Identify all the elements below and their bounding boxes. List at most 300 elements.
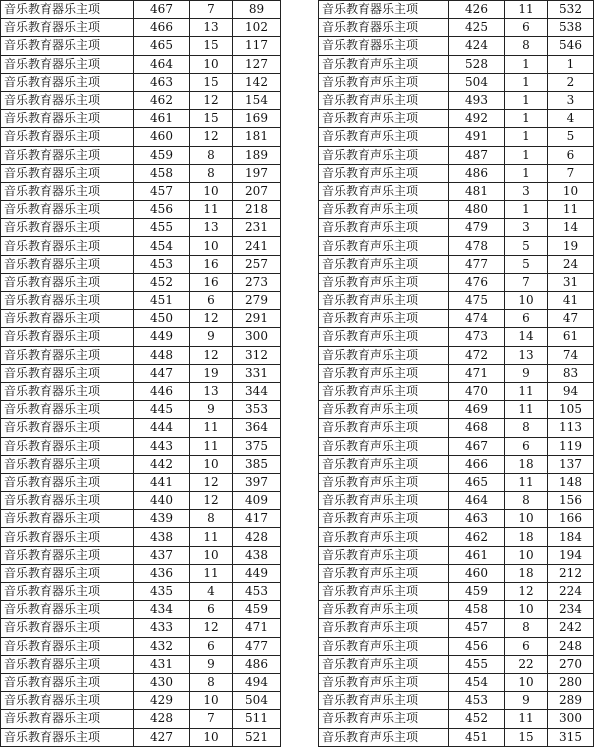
cumulative-cell: 273 — [233, 273, 281, 291]
table-row — [319, 437, 594, 455]
table-row — [1, 637, 281, 655]
cumulative-cell: 6 — [548, 146, 594, 164]
cumulative-cell: 113 — [548, 419, 594, 437]
score-cell: 459 — [449, 583, 505, 601]
table-row — [319, 328, 594, 346]
table-row — [319, 364, 594, 382]
table-row — [319, 382, 594, 400]
score-cell: 528 — [449, 55, 505, 73]
count-cell: 12 — [190, 473, 233, 491]
count-cell: 4 — [190, 583, 233, 601]
cumulative-cell: 375 — [233, 437, 281, 455]
table-row — [319, 546, 594, 564]
cumulative-cell: 154 — [233, 91, 281, 109]
score-cell: 426 — [449, 1, 505, 19]
count-cell: 12 — [190, 91, 233, 109]
count-cell: 1 — [505, 128, 548, 146]
cumulative-cell: 19 — [548, 237, 594, 255]
cumulative-cell: 10 — [548, 182, 594, 200]
table-row — [1, 510, 281, 528]
count-cell: 13 — [505, 346, 548, 364]
count-cell: 6 — [505, 310, 548, 328]
cumulative-cell: 224 — [548, 583, 594, 601]
table-row — [1, 146, 281, 164]
table-row — [1, 273, 281, 291]
cumulative-cell: 486 — [233, 655, 281, 673]
score-cell: 472 — [449, 346, 505, 364]
major-cell: 音乐教育声乐主项 — [319, 182, 449, 200]
cumulative-cell: 300 — [548, 710, 594, 728]
cumulative-cell: 280 — [548, 673, 594, 691]
count-cell: 12 — [190, 310, 233, 328]
major-cell: 音乐教育声乐主项 — [319, 110, 449, 128]
table-row — [319, 619, 594, 637]
count-cell: 1 — [505, 164, 548, 182]
major-cell: 音乐教育器乐主项 — [1, 673, 134, 691]
major-cell: 音乐教育器乐主项 — [1, 110, 134, 128]
cumulative-cell: 438 — [233, 546, 281, 564]
major-cell: 音乐教育声乐主项 — [319, 510, 449, 528]
count-cell: 18 — [505, 455, 548, 473]
table-row — [1, 419, 281, 437]
table-row — [1, 219, 281, 237]
table-row — [1, 728, 281, 746]
table-row — [319, 710, 594, 728]
table-row — [1, 382, 281, 400]
cumulative-cell: 291 — [233, 310, 281, 328]
major-cell: 音乐教育声乐主项 — [319, 273, 449, 291]
count-cell: 10 — [505, 510, 548, 528]
cumulative-cell: 248 — [548, 637, 594, 655]
cumulative-cell: 397 — [233, 473, 281, 491]
count-cell: 11 — [505, 382, 548, 400]
count-cell: 10 — [190, 728, 233, 746]
count-cell: 11 — [190, 528, 233, 546]
major-cell: 音乐教育器乐主项 — [1, 564, 134, 582]
cumulative-cell: 242 — [548, 619, 594, 637]
score-cell: 462 — [449, 528, 505, 546]
count-cell: 9 — [505, 364, 548, 382]
count-cell: 5 — [505, 255, 548, 273]
major-cell: 音乐教育声乐主项 — [319, 55, 449, 73]
table-row — [1, 528, 281, 546]
score-cell: 424 — [449, 37, 505, 55]
major-cell: 音乐教育器乐主项 — [1, 292, 134, 310]
table-row — [319, 219, 594, 237]
cumulative-cell: 31 — [548, 273, 594, 291]
major-cell: 音乐教育声乐主项 — [319, 710, 449, 728]
score-cell: 445 — [134, 401, 190, 419]
table-row — [1, 710, 281, 728]
table-row — [319, 310, 594, 328]
score-cell: 469 — [449, 401, 505, 419]
score-table-left-body — [1, 1, 281, 747]
score-cell: 465 — [134, 37, 190, 55]
table-row — [1, 346, 281, 364]
cumulative-cell: 189 — [233, 146, 281, 164]
count-cell: 1 — [505, 91, 548, 109]
table-row — [319, 73, 594, 91]
count-cell: 11 — [190, 201, 233, 219]
cumulative-cell: 156 — [548, 492, 594, 510]
score-cell: 478 — [449, 237, 505, 255]
table-row — [319, 55, 594, 73]
table-row — [319, 728, 594, 746]
cumulative-cell: 385 — [233, 455, 281, 473]
table-row — [319, 128, 594, 146]
score-cell: 454 — [134, 237, 190, 255]
cumulative-cell: 148 — [548, 473, 594, 491]
count-cell: 7 — [190, 710, 233, 728]
table-row — [319, 1, 594, 19]
major-cell: 音乐教育声乐主项 — [319, 364, 449, 382]
score-cell: 479 — [449, 219, 505, 237]
score-cell: 442 — [134, 455, 190, 473]
cumulative-cell: 477 — [233, 637, 281, 655]
count-cell: 15 — [190, 73, 233, 91]
count-cell: 10 — [190, 546, 233, 564]
count-cell: 1 — [505, 110, 548, 128]
table-row — [319, 601, 594, 619]
major-cell: 音乐教育声乐主项 — [319, 219, 449, 237]
major-cell: 音乐教育声乐主项 — [319, 583, 449, 601]
table-row — [319, 401, 594, 419]
table-row — [1, 292, 281, 310]
major-cell: 音乐教育声乐主项 — [319, 564, 449, 582]
score-cell: 470 — [449, 382, 505, 400]
cumulative-cell: 4 — [548, 110, 594, 128]
score-cell: 453 — [134, 255, 190, 273]
count-cell: 10 — [190, 692, 233, 710]
table-row — [319, 19, 594, 37]
score-cell: 440 — [134, 492, 190, 510]
count-cell: 10 — [505, 601, 548, 619]
count-cell: 12 — [505, 583, 548, 601]
major-cell: 音乐教育器乐主项 — [1, 182, 134, 200]
table-row — [1, 19, 281, 37]
major-cell: 音乐教育器乐主项 — [1, 401, 134, 419]
count-cell: 9 — [505, 692, 548, 710]
major-cell: 音乐教育器乐主项 — [1, 328, 134, 346]
major-cell: 音乐教育声乐主项 — [319, 528, 449, 546]
count-cell: 11 — [190, 419, 233, 437]
score-cell: 431 — [134, 655, 190, 673]
major-cell: 音乐教育器乐主项 — [319, 19, 449, 37]
score-cell: 481 — [449, 182, 505, 200]
count-cell: 9 — [190, 655, 233, 673]
cumulative-cell: 417 — [233, 510, 281, 528]
major-cell: 音乐教育器乐主项 — [1, 128, 134, 146]
cumulative-cell: 241 — [233, 237, 281, 255]
major-cell: 音乐教育器乐主项 — [1, 455, 134, 473]
count-cell: 8 — [190, 164, 233, 182]
major-cell: 音乐教育器乐主项 — [1, 692, 134, 710]
table-row — [319, 146, 594, 164]
table-row — [319, 182, 594, 200]
major-cell: 音乐教育声乐主项 — [319, 128, 449, 146]
score-cell: 475 — [449, 292, 505, 310]
count-cell: 10 — [505, 546, 548, 564]
table-row — [319, 292, 594, 310]
score-cell: 449 — [134, 328, 190, 346]
table-row — [1, 601, 281, 619]
count-cell: 6 — [190, 292, 233, 310]
count-cell: 6 — [505, 637, 548, 655]
score-cell: 463 — [134, 73, 190, 91]
count-cell: 16 — [190, 255, 233, 273]
cumulative-cell: 3 — [548, 91, 594, 109]
score-cell: 461 — [449, 546, 505, 564]
cumulative-cell: 312 — [233, 346, 281, 364]
major-cell: 音乐教育器乐主项 — [1, 19, 134, 37]
table-row — [1, 583, 281, 601]
score-cell: 460 — [449, 564, 505, 582]
table-row — [319, 110, 594, 128]
table-row — [1, 473, 281, 491]
score-cell: 471 — [449, 364, 505, 382]
score-cell: 468 — [449, 419, 505, 437]
count-cell: 19 — [190, 364, 233, 382]
cumulative-cell: 428 — [233, 528, 281, 546]
major-cell: 音乐教育声乐主项 — [319, 91, 449, 109]
major-cell: 音乐教育声乐主项 — [319, 201, 449, 219]
count-cell: 13 — [190, 219, 233, 237]
major-cell: 音乐教育器乐主项 — [319, 37, 449, 55]
score-cell: 436 — [134, 564, 190, 582]
score-cell: 435 — [134, 583, 190, 601]
cumulative-cell: 166 — [548, 510, 594, 528]
major-cell: 音乐教育器乐主项 — [1, 637, 134, 655]
count-cell: 6 — [505, 19, 548, 37]
cumulative-cell: 300 — [233, 328, 281, 346]
major-cell: 音乐教育器乐主项 — [1, 583, 134, 601]
table-row — [1, 619, 281, 637]
cumulative-cell: 511 — [233, 710, 281, 728]
count-cell: 12 — [190, 492, 233, 510]
major-cell: 音乐教育声乐主项 — [319, 692, 449, 710]
cumulative-cell: 119 — [548, 437, 594, 455]
score-cell: 461 — [134, 110, 190, 128]
count-cell: 8 — [505, 492, 548, 510]
score-cell: 427 — [134, 728, 190, 746]
table-row — [1, 255, 281, 273]
count-cell: 10 — [190, 455, 233, 473]
cumulative-cell: 471 — [233, 619, 281, 637]
cumulative-cell: 94 — [548, 382, 594, 400]
cumulative-cell: 194 — [548, 546, 594, 564]
cumulative-cell: 546 — [548, 37, 594, 55]
cumulative-cell: 218 — [233, 201, 281, 219]
major-cell: 音乐教育器乐主项 — [1, 37, 134, 55]
major-cell: 音乐教育器乐主项 — [1, 310, 134, 328]
score-cell: 457 — [134, 182, 190, 200]
major-cell: 音乐教育器乐主项 — [1, 382, 134, 400]
score-cell: 491 — [449, 128, 505, 146]
score-table-left — [0, 0, 281, 747]
count-cell: 22 — [505, 655, 548, 673]
table-row — [319, 583, 594, 601]
table-row — [1, 546, 281, 564]
major-cell: 音乐教育器乐主项 — [1, 601, 134, 619]
table-row — [319, 655, 594, 673]
table-row — [1, 164, 281, 182]
table-row — [319, 346, 594, 364]
major-cell: 音乐教育器乐主项 — [1, 219, 134, 237]
cumulative-cell: 449 — [233, 564, 281, 582]
major-cell: 音乐教育器乐主项 — [1, 619, 134, 637]
major-cell: 音乐教育器乐主项 — [1, 528, 134, 546]
table-row — [1, 437, 281, 455]
major-cell: 音乐教育声乐主项 — [319, 382, 449, 400]
table-row — [1, 455, 281, 473]
table-row — [1, 1, 281, 19]
count-cell: 7 — [190, 1, 233, 19]
cumulative-cell: 453 — [233, 583, 281, 601]
major-cell: 音乐教育器乐主项 — [1, 1, 134, 19]
score-cell: 455 — [134, 219, 190, 237]
table-row — [319, 692, 594, 710]
score-cell: 434 — [134, 601, 190, 619]
count-cell: 7 — [505, 273, 548, 291]
major-cell: 音乐教育声乐主项 — [319, 455, 449, 473]
major-cell: 音乐教育声乐主项 — [319, 437, 449, 455]
table-row — [319, 455, 594, 473]
cumulative-cell: 181 — [233, 128, 281, 146]
score-cell: 458 — [449, 601, 505, 619]
count-cell: 15 — [190, 110, 233, 128]
score-cell: 452 — [134, 273, 190, 291]
cumulative-cell: 344 — [233, 382, 281, 400]
count-cell: 10 — [505, 292, 548, 310]
cumulative-cell: 494 — [233, 673, 281, 691]
score-cell: 459 — [134, 146, 190, 164]
major-cell: 音乐教育器乐主项 — [1, 473, 134, 491]
score-cell: 487 — [449, 146, 505, 164]
score-cell: 447 — [134, 364, 190, 382]
score-cell: 462 — [134, 91, 190, 109]
table-row — [319, 510, 594, 528]
score-cell: 486 — [449, 164, 505, 182]
cumulative-cell: 7 — [548, 164, 594, 182]
score-cell: 432 — [134, 637, 190, 655]
table-row — [1, 55, 281, 73]
score-cell: 473 — [449, 328, 505, 346]
major-cell: 音乐教育器乐主项 — [1, 164, 134, 182]
count-cell: 16 — [190, 273, 233, 291]
score-cell: 451 — [134, 292, 190, 310]
cumulative-cell: 14 — [548, 219, 594, 237]
count-cell: 11 — [190, 564, 233, 582]
cumulative-cell: 102 — [233, 19, 281, 37]
major-cell: 音乐教育器乐主项 — [1, 255, 134, 273]
table-row — [319, 164, 594, 182]
count-cell: 18 — [505, 564, 548, 582]
count-cell: 8 — [190, 510, 233, 528]
score-cell: 463 — [449, 510, 505, 528]
cumulative-cell: 364 — [233, 419, 281, 437]
major-cell: 音乐教育声乐主项 — [319, 255, 449, 273]
cumulative-cell: 207 — [233, 182, 281, 200]
score-cell: 492 — [449, 110, 505, 128]
score-cell: 448 — [134, 346, 190, 364]
count-cell: 1 — [505, 201, 548, 219]
cumulative-cell: 184 — [548, 528, 594, 546]
score-cell: 474 — [449, 310, 505, 328]
table-row — [319, 255, 594, 273]
cumulative-cell: 289 — [548, 692, 594, 710]
major-cell: 音乐教育声乐主项 — [319, 492, 449, 510]
cumulative-cell: 331 — [233, 364, 281, 382]
major-cell: 音乐教育声乐主项 — [319, 637, 449, 655]
major-cell: 音乐教育器乐主项 — [1, 73, 134, 91]
cumulative-cell: 11 — [548, 201, 594, 219]
count-cell: 8 — [505, 419, 548, 437]
major-cell: 音乐教育声乐主项 — [319, 673, 449, 691]
table-row — [1, 364, 281, 382]
count-cell: 1 — [505, 146, 548, 164]
count-cell: 10 — [190, 182, 233, 200]
cumulative-cell: 169 — [233, 110, 281, 128]
score-cell: 429 — [134, 692, 190, 710]
cumulative-cell: 197 — [233, 164, 281, 182]
count-cell: 1 — [505, 55, 548, 73]
table-row — [1, 201, 281, 219]
major-cell: 音乐教育器乐主项 — [1, 710, 134, 728]
major-cell: 音乐教育器乐主项 — [1, 728, 134, 746]
score-cell: 467 — [134, 1, 190, 19]
major-cell: 音乐教育器乐主项 — [1, 510, 134, 528]
cumulative-cell: 459 — [233, 601, 281, 619]
major-cell: 音乐教育声乐主项 — [319, 601, 449, 619]
count-cell: 9 — [190, 401, 233, 419]
count-cell: 3 — [505, 182, 548, 200]
major-cell: 音乐教育器乐主项 — [1, 437, 134, 455]
major-cell: 音乐教育声乐主项 — [319, 419, 449, 437]
count-cell: 6 — [505, 437, 548, 455]
major-cell: 音乐教育声乐主项 — [319, 655, 449, 673]
score-cell: 480 — [449, 201, 505, 219]
major-cell: 音乐教育器乐主项 — [1, 201, 134, 219]
cumulative-cell: 47 — [548, 310, 594, 328]
table-row — [1, 73, 281, 91]
cumulative-cell: 127 — [233, 55, 281, 73]
score-cell: 464 — [134, 55, 190, 73]
table-row — [1, 492, 281, 510]
major-cell: 音乐教育声乐主项 — [319, 619, 449, 637]
major-cell: 音乐教育声乐主项 — [319, 401, 449, 419]
table-row — [1, 110, 281, 128]
table-row — [319, 237, 594, 255]
score-cell: 444 — [134, 419, 190, 437]
cumulative-cell: 315 — [548, 728, 594, 746]
count-cell: 10 — [505, 673, 548, 691]
cumulative-cell: 409 — [233, 492, 281, 510]
table-row — [1, 692, 281, 710]
major-cell: 音乐教育器乐主项 — [1, 55, 134, 73]
cumulative-cell: 504 — [233, 692, 281, 710]
cumulative-cell: 137 — [548, 455, 594, 473]
table-row — [319, 91, 594, 109]
score-cell: 458 — [134, 164, 190, 182]
count-cell: 15 — [505, 728, 548, 746]
score-cell: 504 — [449, 73, 505, 91]
cumulative-cell: 532 — [548, 1, 594, 19]
cumulative-cell: 270 — [548, 655, 594, 673]
table-row — [1, 91, 281, 109]
count-cell: 8 — [505, 619, 548, 637]
cumulative-cell: 257 — [233, 255, 281, 273]
table-row — [1, 182, 281, 200]
